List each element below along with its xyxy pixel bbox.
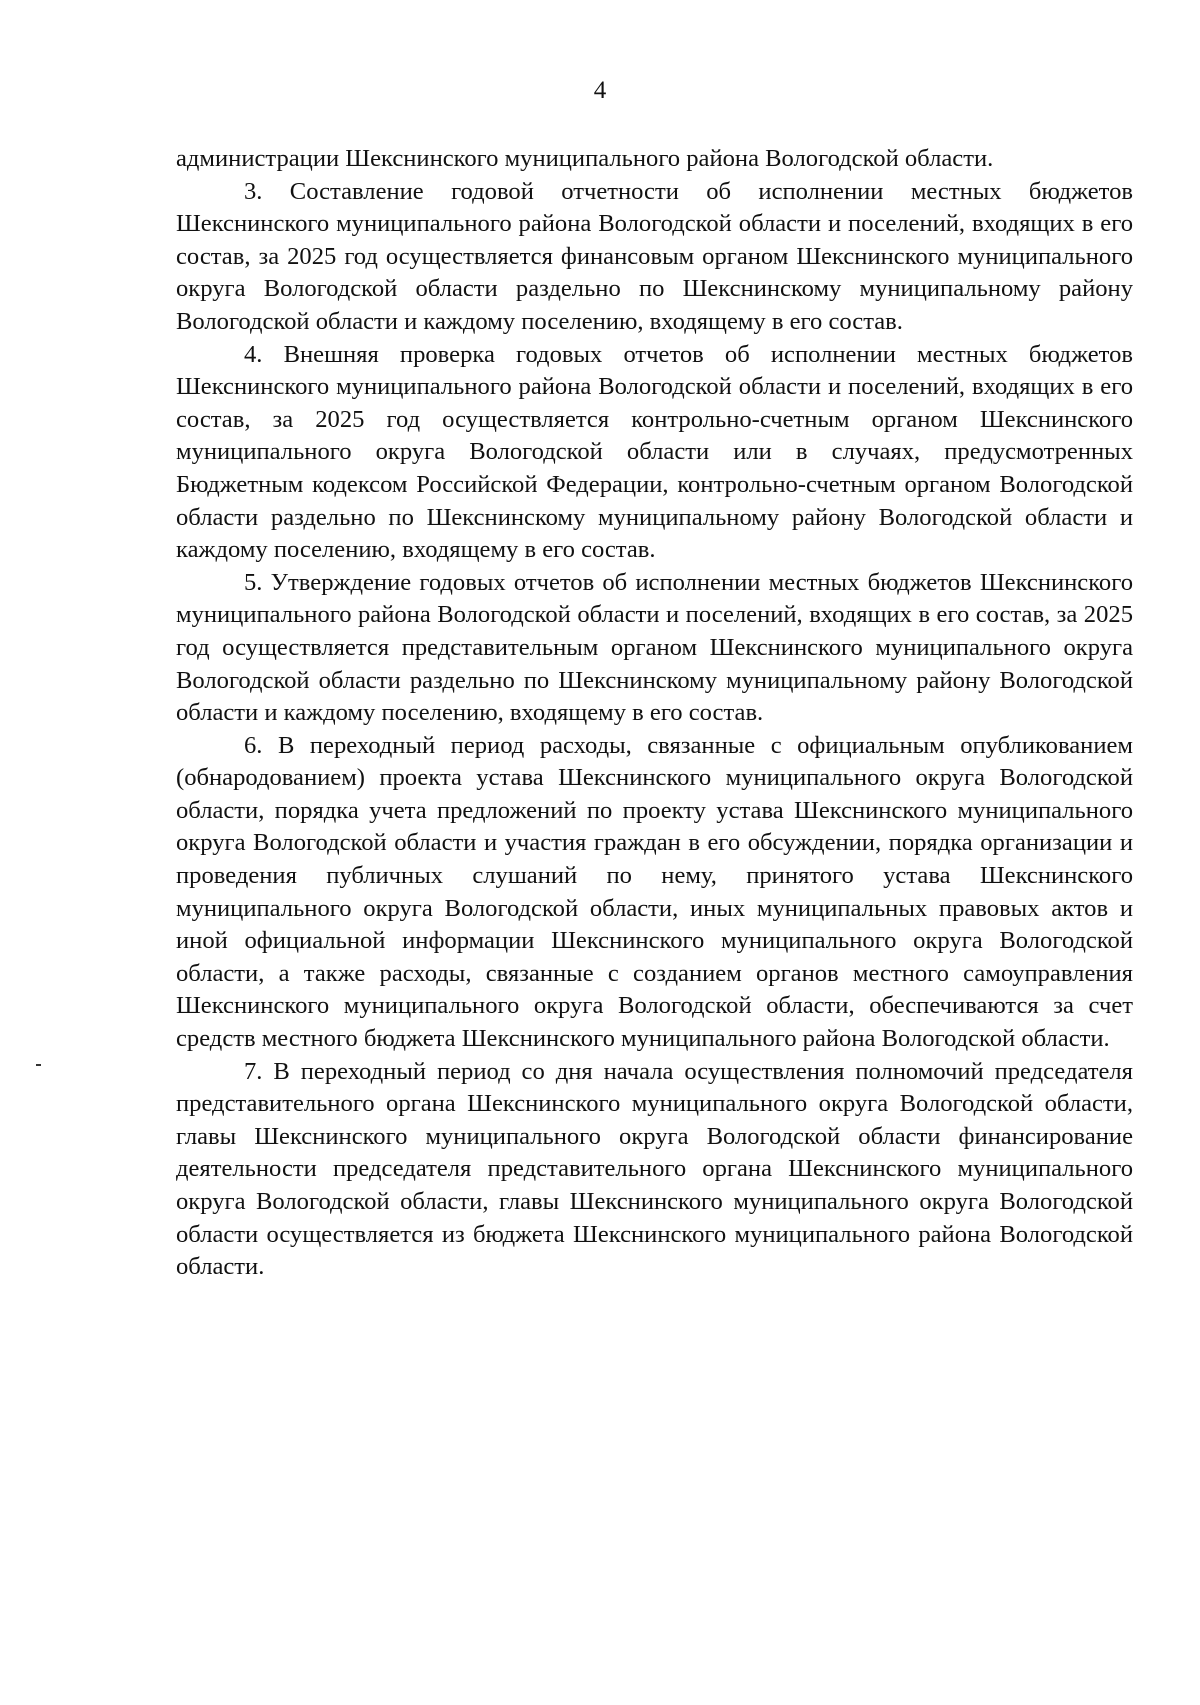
paragraph-item-4: 4. Внешняя проверка годовых отчетов об исполнении местных бюджетов Шекснинского муниципального района Вологодской области и поселений, входящих в его состав, за 2025 год осуществляется контрольно-счетным органом Шекснинского муниципального округа Вологодской области или в случаях, предусмотренных Бюджетным кодексом Российской Федерации, контрольно-счетным органом Вологодской области раздельно по Шекснинскому муниципальному району Вологодской области и каждому поселению, входящему в его состав. — [176, 340, 1133, 564]
page-number: 4 — [593, 77, 607, 104]
document-body — [176, 143, 1133, 1284]
paragraph-item-6: 6. В переходный период расходы, связанные с официальным опубликованием (обнародованием) проекта устава Шекснинского муниципального округа Вологодской области, порядка учета предложений по проекту устава Шекснинского муниципального округа Вологодской области и участия граждан в его обсуждении, порядка организации и проведения публичных слушаний по нему, принятого устава Шекснинского муниципального округа Вологодской области, иных муниципальных правовых актов и иной официальной информации Шекснинского муниципального округа Вологодской области, а также расходы, связанные с созданием органов местного самоуправления Шекснинского муниципального округа Вологодской области, обеспечиваются за счет средств местного бюджета Шекснинского муниципального района Вологодской области. — [176, 731, 1133, 1053]
paragraph-item-7: 7. В переходный период со дня начала осуществления полномочий председателя представительного органа Шекснинского муниципального округа Вологодской области, главы Шекснинского муниципального округа Вологодской области финансирование деятельности председателя представительного органа Шекснинского муниципального округа Вологодской области, главы Шекснинского муниципального округа Вологодской области осуществляется из бюджета Шекснинского муниципального района Вологодской области. — [176, 1057, 1133, 1281]
paragraph-continuation: администрации Шекснинского муниципального района Вологодской области. — [176, 145, 994, 172]
paragraph-item-3: 3. Составление годовой отчетности об исполнении местных бюджетов Шекснинского муниципального района Вологодской области и поселений, входящих в его состав, за 2025 год осуществляется финансовым органом Шекснинского муниципального округа Вологодской области раздельно по Шекснинскому муниципальному району Вологодской области и каждому поселению, входящему в его состав. — [176, 177, 1133, 335]
paragraph-item-5: 5. Утверждение годовых отчетов об исполнении местных бюджетов Шекснинского муниципального района Вологодской области и поселений, входящих в его состав, за 2025 год осуществляется представительным органом Шекснинского муниципального округа Вологодской области раздельно по Шекснинскому муниципальному району Вологодской области и каждому поселению, входящему в его состав. — [176, 568, 1133, 727]
scan-artifact-mark — [36, 1064, 41, 1066]
